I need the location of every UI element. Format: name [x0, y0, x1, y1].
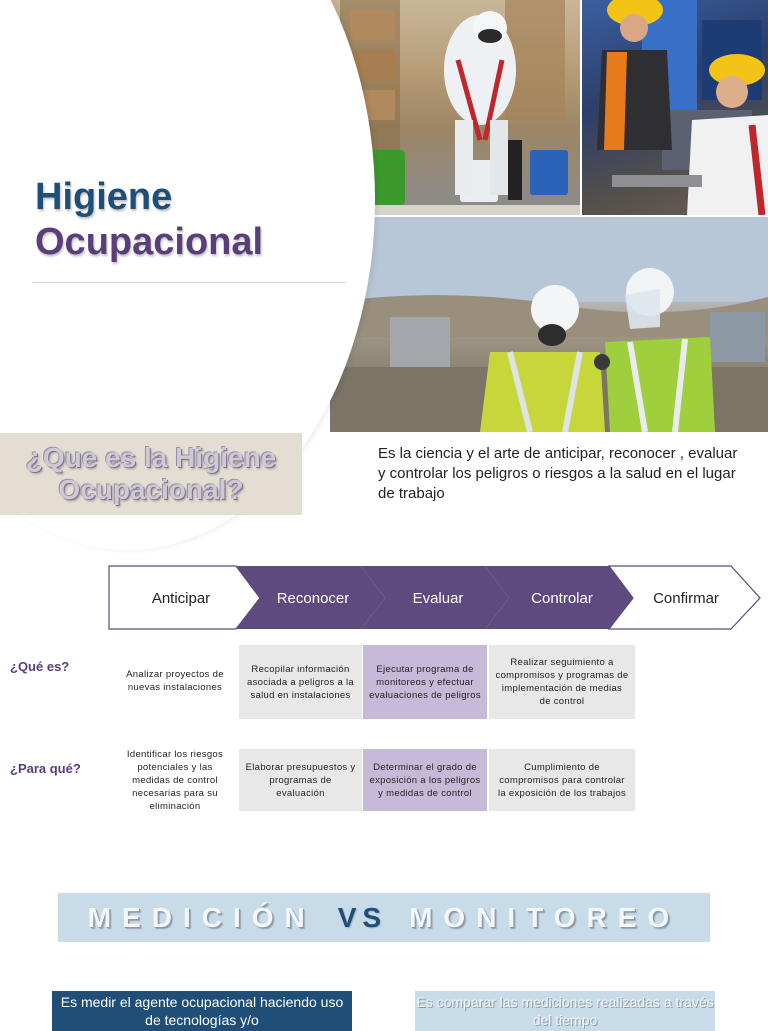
title-line-2: Ocupacional — [35, 221, 264, 263]
step-label-reconocer: Reconocer — [276, 590, 350, 607]
right-word-monitoreo: MONITOREO — [409, 901, 681, 933]
title-divider — [32, 282, 346, 283]
cell-que-es-controlar: Realizar seguimiento a compromisos y programas de implementación de medias de control — [489, 645, 635, 719]
page-title — [35, 175, 263, 265]
cell-para-que-reconocer: Elaborar presupuestos y programas de evaluación — [239, 749, 362, 811]
cell-que-es-evaluar: Ejecutar programa de monitoreos y efectuar evaluaciones de peligros — [363, 645, 487, 719]
cell-para-que-anticipar: Identificar los riesgos potenciales y las medidas de control necesarias para su eliminación — [114, 745, 236, 815]
question-heading: ¿Que es la Higiene Ocupacional? — [0, 433, 302, 515]
cell-que-es-reconocer: Recopilar información asociada a peligros a la salud en instalaciones — [239, 645, 362, 719]
comparison-banner — [58, 893, 710, 942]
hero-photo-collage — [330, 0, 768, 432]
row-label-para-que: ¿Para qué? — [10, 761, 81, 776]
step-label-anticipar: Anticipar — [151, 590, 211, 607]
photo-factory-workers — [582, 0, 768, 215]
photo-field-inspectors — [330, 217, 768, 432]
row-label-que-es: ¿Qué es? — [10, 659, 70, 674]
cell-para-que-controlar: Cumplimiento de compromisos para controlar la exposición de los trabajos — [489, 749, 635, 811]
step-label-evaluar: Evaluar — [412, 590, 464, 607]
title-line-1: Higiene — [35, 176, 173, 218]
question-answer: Es la ciencia y el arte de anticipar, reconocer , evaluar y controlar los peligros o riesgos a la salud en el lugar de trabajo — [378, 445, 738, 502]
step-label-confirmar: Confirmar — [653, 590, 719, 607]
cell-que-es-anticipar: Analizar proyectos de nuevas instalaciones — [114, 645, 236, 717]
vs-label: VS — [337, 901, 388, 933]
medicion-definition: Es medir el agente ocupacional haciendo uso de tecnologías y/o — [52, 991, 352, 1031]
monitoreo-definition: Es comparar las mediciones realizadas a través del tiempo — [415, 991, 715, 1031]
step-label-controlar: Controlar — [531, 590, 593, 607]
cell-para-que-evaluar: Determinar el grado de exposición a los peligros y medidas de control — [363, 749, 487, 811]
left-word-medicion: MEDICIÓN — [87, 901, 316, 933]
process-chevrons — [108, 565, 764, 631]
